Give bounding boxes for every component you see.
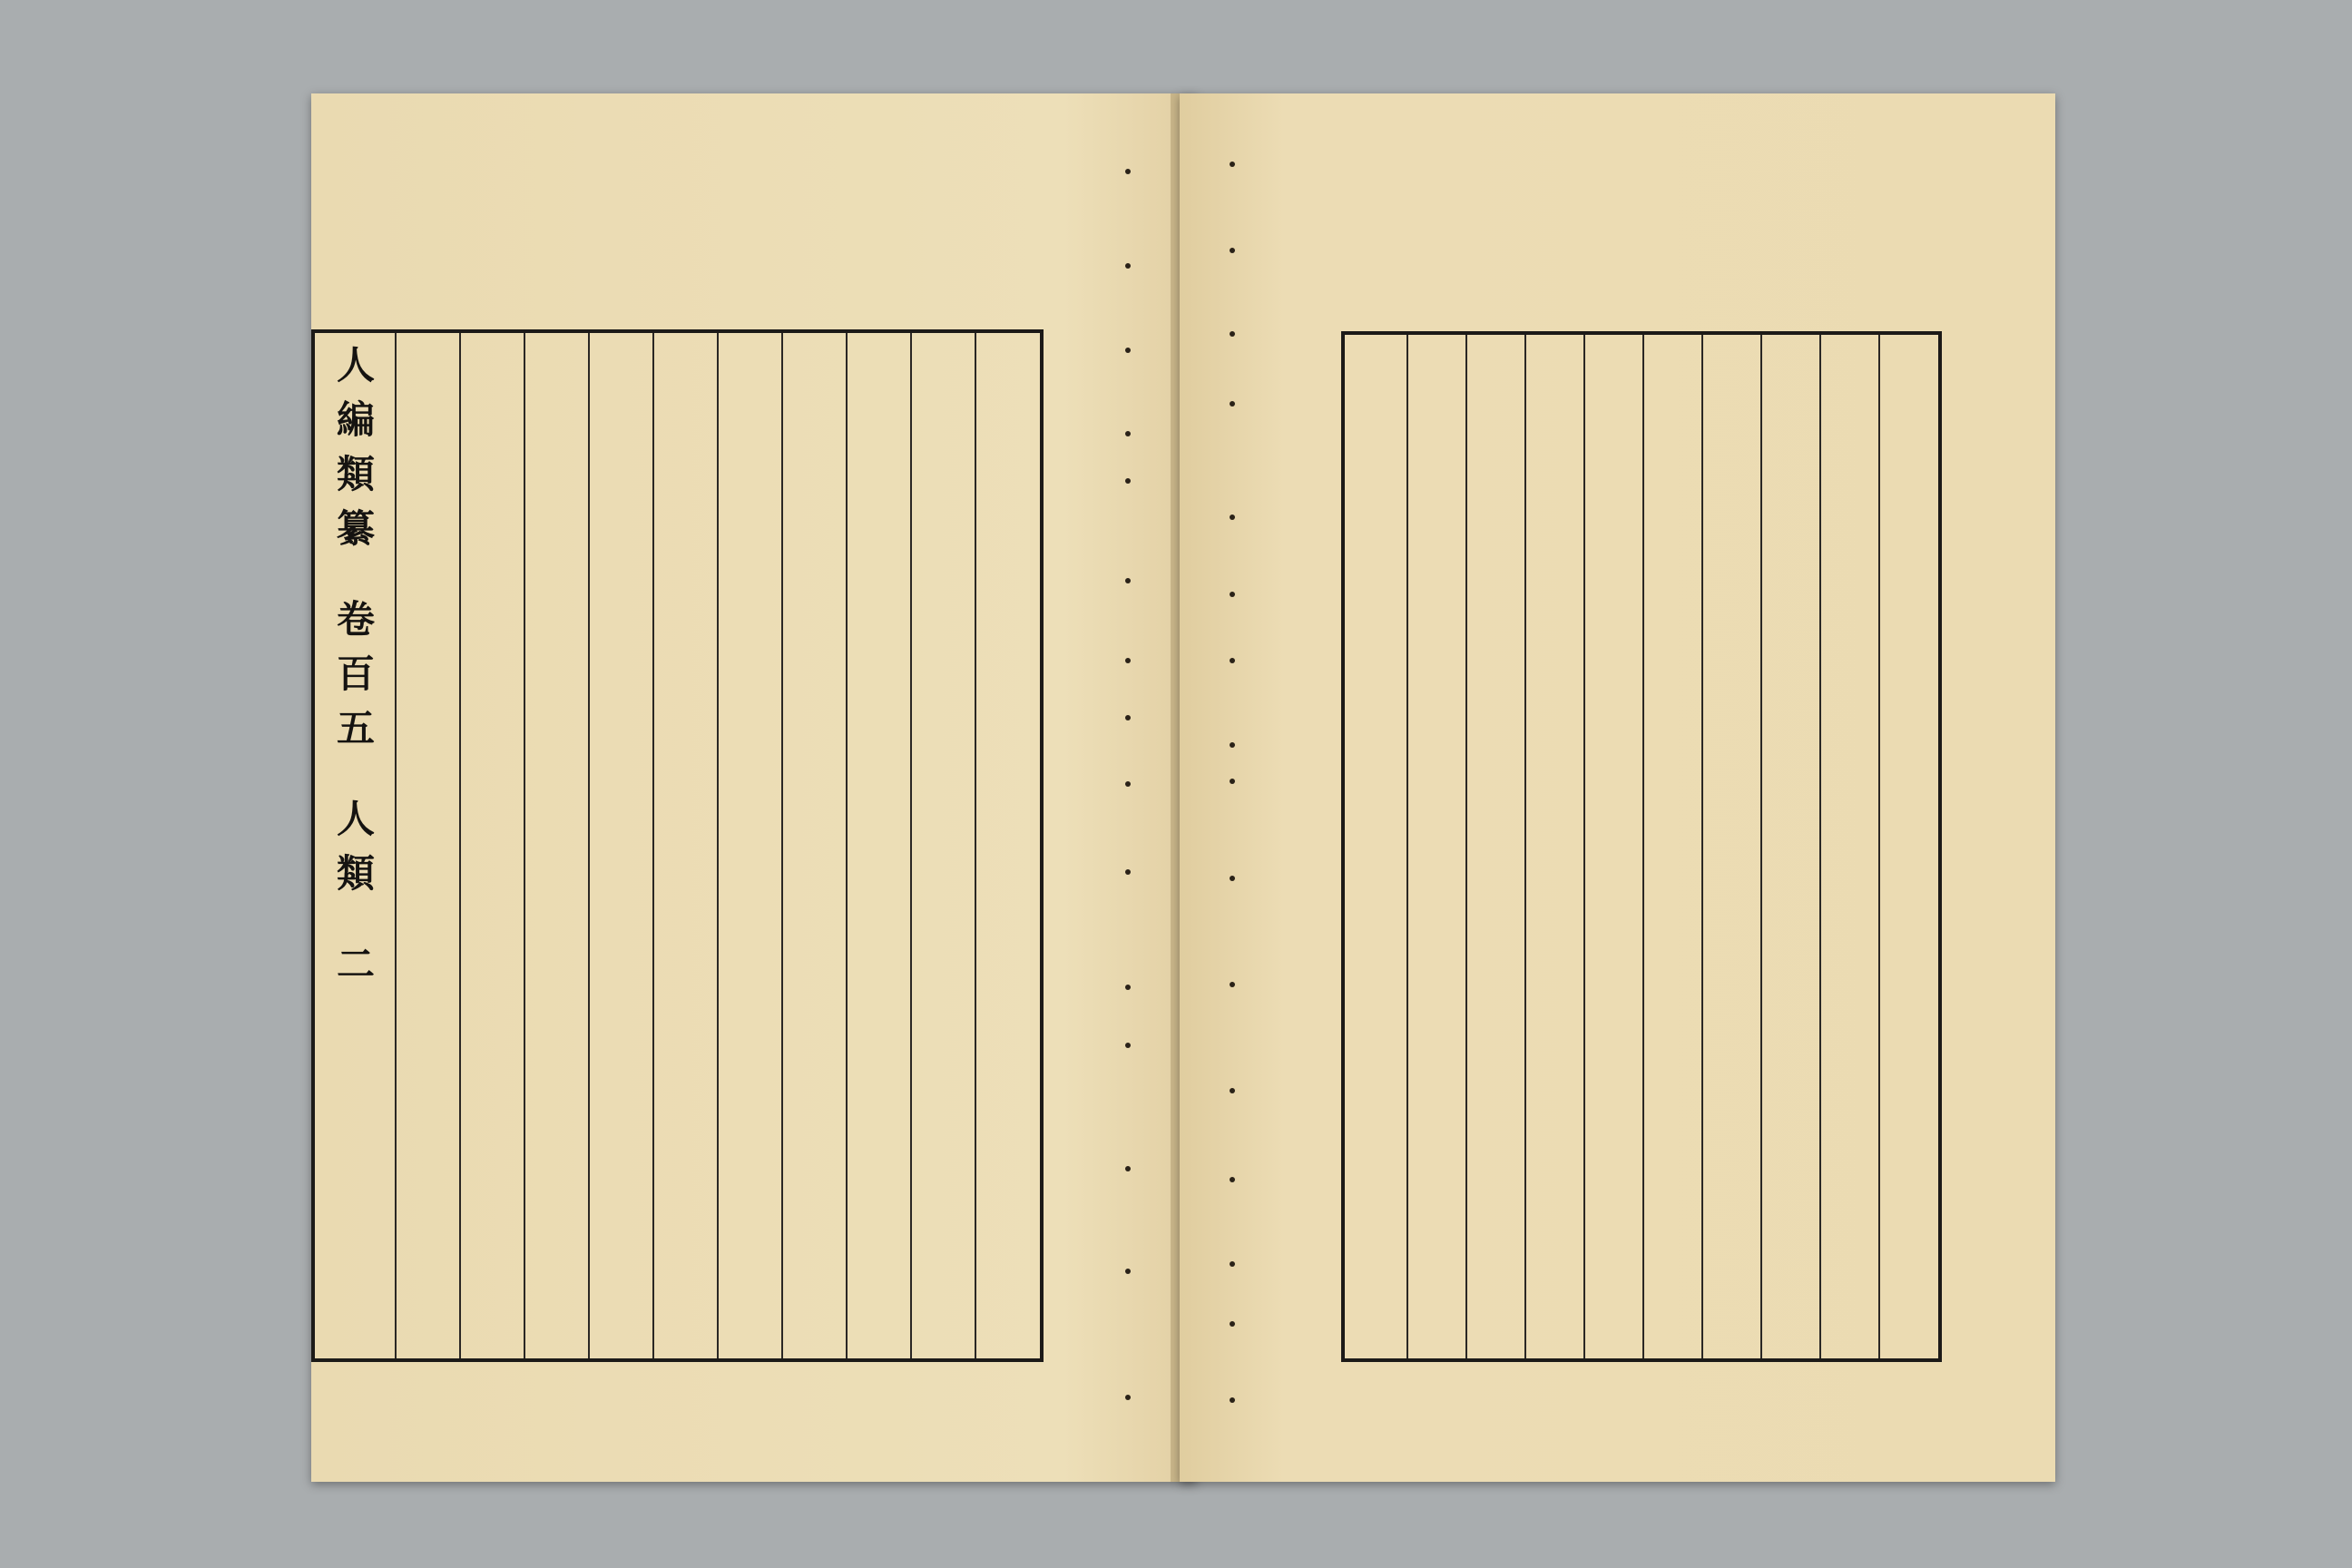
text-column	[1352, 340, 1404, 1353]
binding-hole	[1125, 1166, 1131, 1171]
column-rule	[1701, 335, 1703, 1358]
column-rule	[588, 333, 590, 1358]
text-column	[1647, 340, 1699, 1353]
binding-hole	[1125, 578, 1131, 583]
binding-hole	[1230, 401, 1235, 407]
text-column	[915, 338, 972, 1353]
margin-column: 人 編 類 纂 卷 百 五 人 類 二	[336, 343, 375, 986]
column-rule	[459, 333, 461, 1358]
text-column	[1706, 340, 1758, 1353]
binding-hole	[1230, 248, 1235, 253]
column-rule	[781, 333, 783, 1358]
column-rule	[975, 333, 976, 1358]
binding-hole	[1125, 1395, 1131, 1400]
right-text-frame	[1341, 331, 1942, 1362]
binding-hole	[1230, 876, 1235, 881]
text-column	[1824, 340, 1876, 1353]
text-column	[1588, 340, 1640, 1353]
text-column	[979, 338, 1036, 1353]
left-text-frame	[311, 329, 1044, 1362]
text-column	[1529, 340, 1581, 1353]
binding-hole	[1125, 715, 1131, 720]
column-rule	[1760, 335, 1762, 1358]
binding-hole	[1125, 985, 1131, 990]
text-column	[721, 338, 779, 1353]
column-rule	[1583, 335, 1585, 1358]
column-rule	[1642, 335, 1644, 1358]
binding-hole	[1125, 263, 1131, 269]
column-rule	[1465, 335, 1467, 1358]
binding-hole	[1230, 982, 1235, 987]
text-column	[528, 338, 585, 1353]
binding-hole	[1230, 331, 1235, 337]
text-column	[657, 338, 714, 1353]
column-rule	[1406, 335, 1408, 1358]
binding-hole	[1125, 169, 1131, 174]
binding-hole	[1230, 779, 1235, 784]
column-rule	[395, 333, 397, 1358]
text-column	[1883, 340, 1935, 1353]
text-column	[464, 338, 521, 1353]
binding-hole	[1125, 348, 1131, 353]
column-rule	[652, 333, 654, 1358]
text-column	[1411, 340, 1463, 1353]
binding-hole	[1125, 869, 1131, 875]
binding-hole	[1230, 1088, 1235, 1093]
binding-hole	[1125, 1043, 1131, 1048]
binding-hole	[1230, 1397, 1235, 1403]
binding-hole	[1125, 478, 1131, 484]
binding-hole	[1230, 1321, 1235, 1327]
column-rule	[1819, 335, 1821, 1358]
column-rule	[1524, 335, 1526, 1358]
text-column	[593, 338, 650, 1353]
binding-hole	[1230, 1177, 1235, 1182]
binding-hole	[1125, 1269, 1131, 1274]
binding-hole	[1230, 1261, 1235, 1267]
text-column	[850, 338, 907, 1353]
binding-hole	[1230, 162, 1235, 167]
text-column	[399, 338, 456, 1353]
binding-hole	[1230, 592, 1235, 597]
binding-hole	[1125, 431, 1131, 436]
column-rule	[524, 333, 525, 1358]
binding-hole	[1125, 781, 1131, 787]
binding-hole	[1230, 658, 1235, 663]
column-rule	[910, 333, 912, 1358]
binding-hole	[1230, 514, 1235, 520]
binding-hole	[1230, 742, 1235, 748]
column-rule	[717, 333, 719, 1358]
binding-hole	[1125, 658, 1131, 663]
column-rule	[846, 333, 848, 1358]
column-rule	[1878, 335, 1880, 1358]
text-column	[786, 338, 843, 1353]
text-column	[1470, 340, 1522, 1353]
text-column	[1765, 340, 1817, 1353]
